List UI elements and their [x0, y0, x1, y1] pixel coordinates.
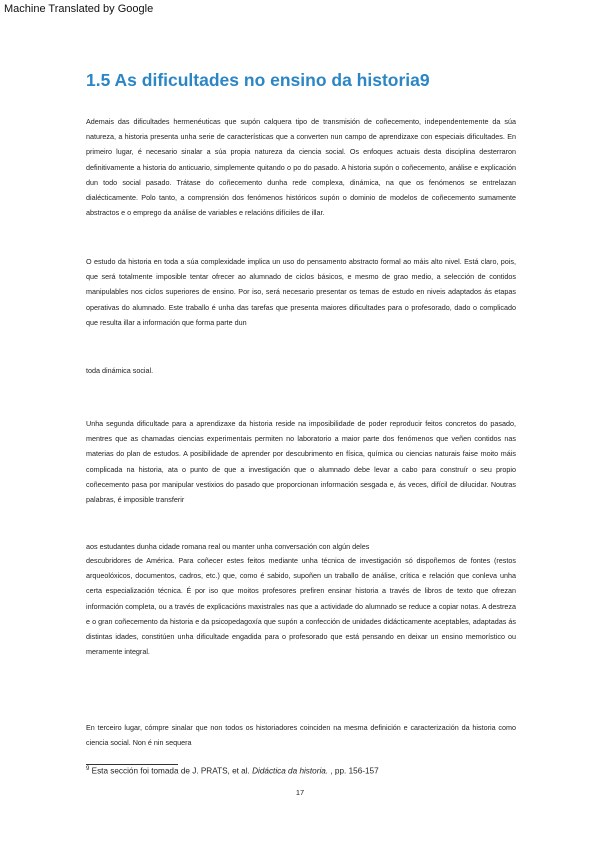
- footnote: [86, 766, 379, 776]
- paragraph-abstract-thinking: O estudo da historia en toda a súa complexidade implica un uso do pensamento abstracto formal ao máis alto nivel. Está claro, pois, que será totalmente imposible tentar ofrecer ao alumnado de ciclos básicos, e mesmo de grao medio, a selección de contidos manipulables nos ciclos superiores de ensino. Por iso, será necesario presentar os temas de estudo en niveis adaptados ás etapas operativas do alumnado. Este traballo é unha das tarefas que presenta maiores dificultades para o profesorado, dado o complicado que resulta illar a información que forma parte dun: [86, 257, 516, 327]
- footnote-text-before: Esta sección foi tomada de J. PRATS, et al.: [89, 766, 253, 776]
- paragraph-discoverers: descubridores de América. Para coñecer estes feitos mediante unha técnica de investigación só dispoñemos de fontes (restos arqueolóxicos, documentos, cadros, etc.) que, como é sabido, supoñen un traballo de análise, crítica e relación que conleva unha certa especialización técnica. É por iso que moitos profesores prefiren ensinar historia a través de libros de texto que ofrezan información completa, ou a través de explicacións maxistrales nas que a actividade do alumnado se reduce a copiar notas. A destreza e o gran coñecemento da historia e da psicopedagoxía que supón a confección de unidades didácticamente aceptables, adaptadas ás distintas idades, constitúen unha dificultade engadida para o profesorado que está pensando en deixar un ensino memorístico ou meramente integral.: [86, 556, 516, 657]
- paragraph-social-dynamics: toda dinámica social.: [86, 366, 154, 375]
- paragraph-hermeneutic-difficulties: Ademais das dificultades hermenéuticas que supón calquera tipo de transmisión de coñecemento, independentemente da súa natureza, a historia presenta unha serie de características que a converten nun campo de aprendizaxe con especiais dificultades. En primeiro lugar, é necesario sinalar a súa propia natureza da ciencia social. Os enfoques actuais desta disciplina desterraron definitivamente a historia do anticuario, simplemente quitando o po do pasado. A historia supón o coñecemento, análise e explicación dun todo social pasado. Trátase do coñecemento dunha rede complexa, dinámica, na que os fenómenos se entrelazan dialécticamente. Polo tanto, a comprensión dos fenómenos históricos supón o dominio de modelos de coñecemento sumamente abstractos e o emprego da análise de variables e relacións difíciles de illar.: [86, 117, 516, 218]
- footnote-divider: [86, 764, 178, 765]
- machine-translation-banner: Machine Translated by Google: [4, 3, 154, 15]
- paragraph-second-difficulty: Unha segunda dificultade para a aprendizaxe da historia reside na imposibilidade de poder reproducir feitos concretos do pasado, mentres que as chamadas ciencias experimentais permiten no laboratorio a maior parte dos fenómenos que veñen contidos nas materias do plan de estudos. A posibilidade de aprender por descubrimento en física, química ou ciencias naturais faise moito máis complicada na historia, ata o punto de que a investigación que o alumnado debe levar a cabo para construír o seu propio coñecemento pasa por manipular vestixios do pasado que proporcionan información sesgada e, ás veces, difícil de dilucidar. Noutras palabras, é imposible transferir: [86, 419, 516, 505]
- paragraph-roman-city: aos estudantes dunha cidade romana real ou manter unha conversación con algún deles: [86, 542, 370, 551]
- page-number: 17: [295, 788, 305, 797]
- footnote-marker: 9: [86, 766, 90, 772]
- footnote-book-title: Didáctica da historia.: [252, 766, 329, 776]
- section-title: 1.5 As dificultades no ensino da historia9: [86, 70, 430, 90]
- footnote-text-after: , pp. 156-157: [328, 766, 379, 776]
- paragraph-third-difficulty: En terceiro lugar, cómpre sinalar que non todos os historiadores coinciden na mesma definición e caracterización da historia como ciencia social. Non é nin sequera: [86, 723, 516, 748]
